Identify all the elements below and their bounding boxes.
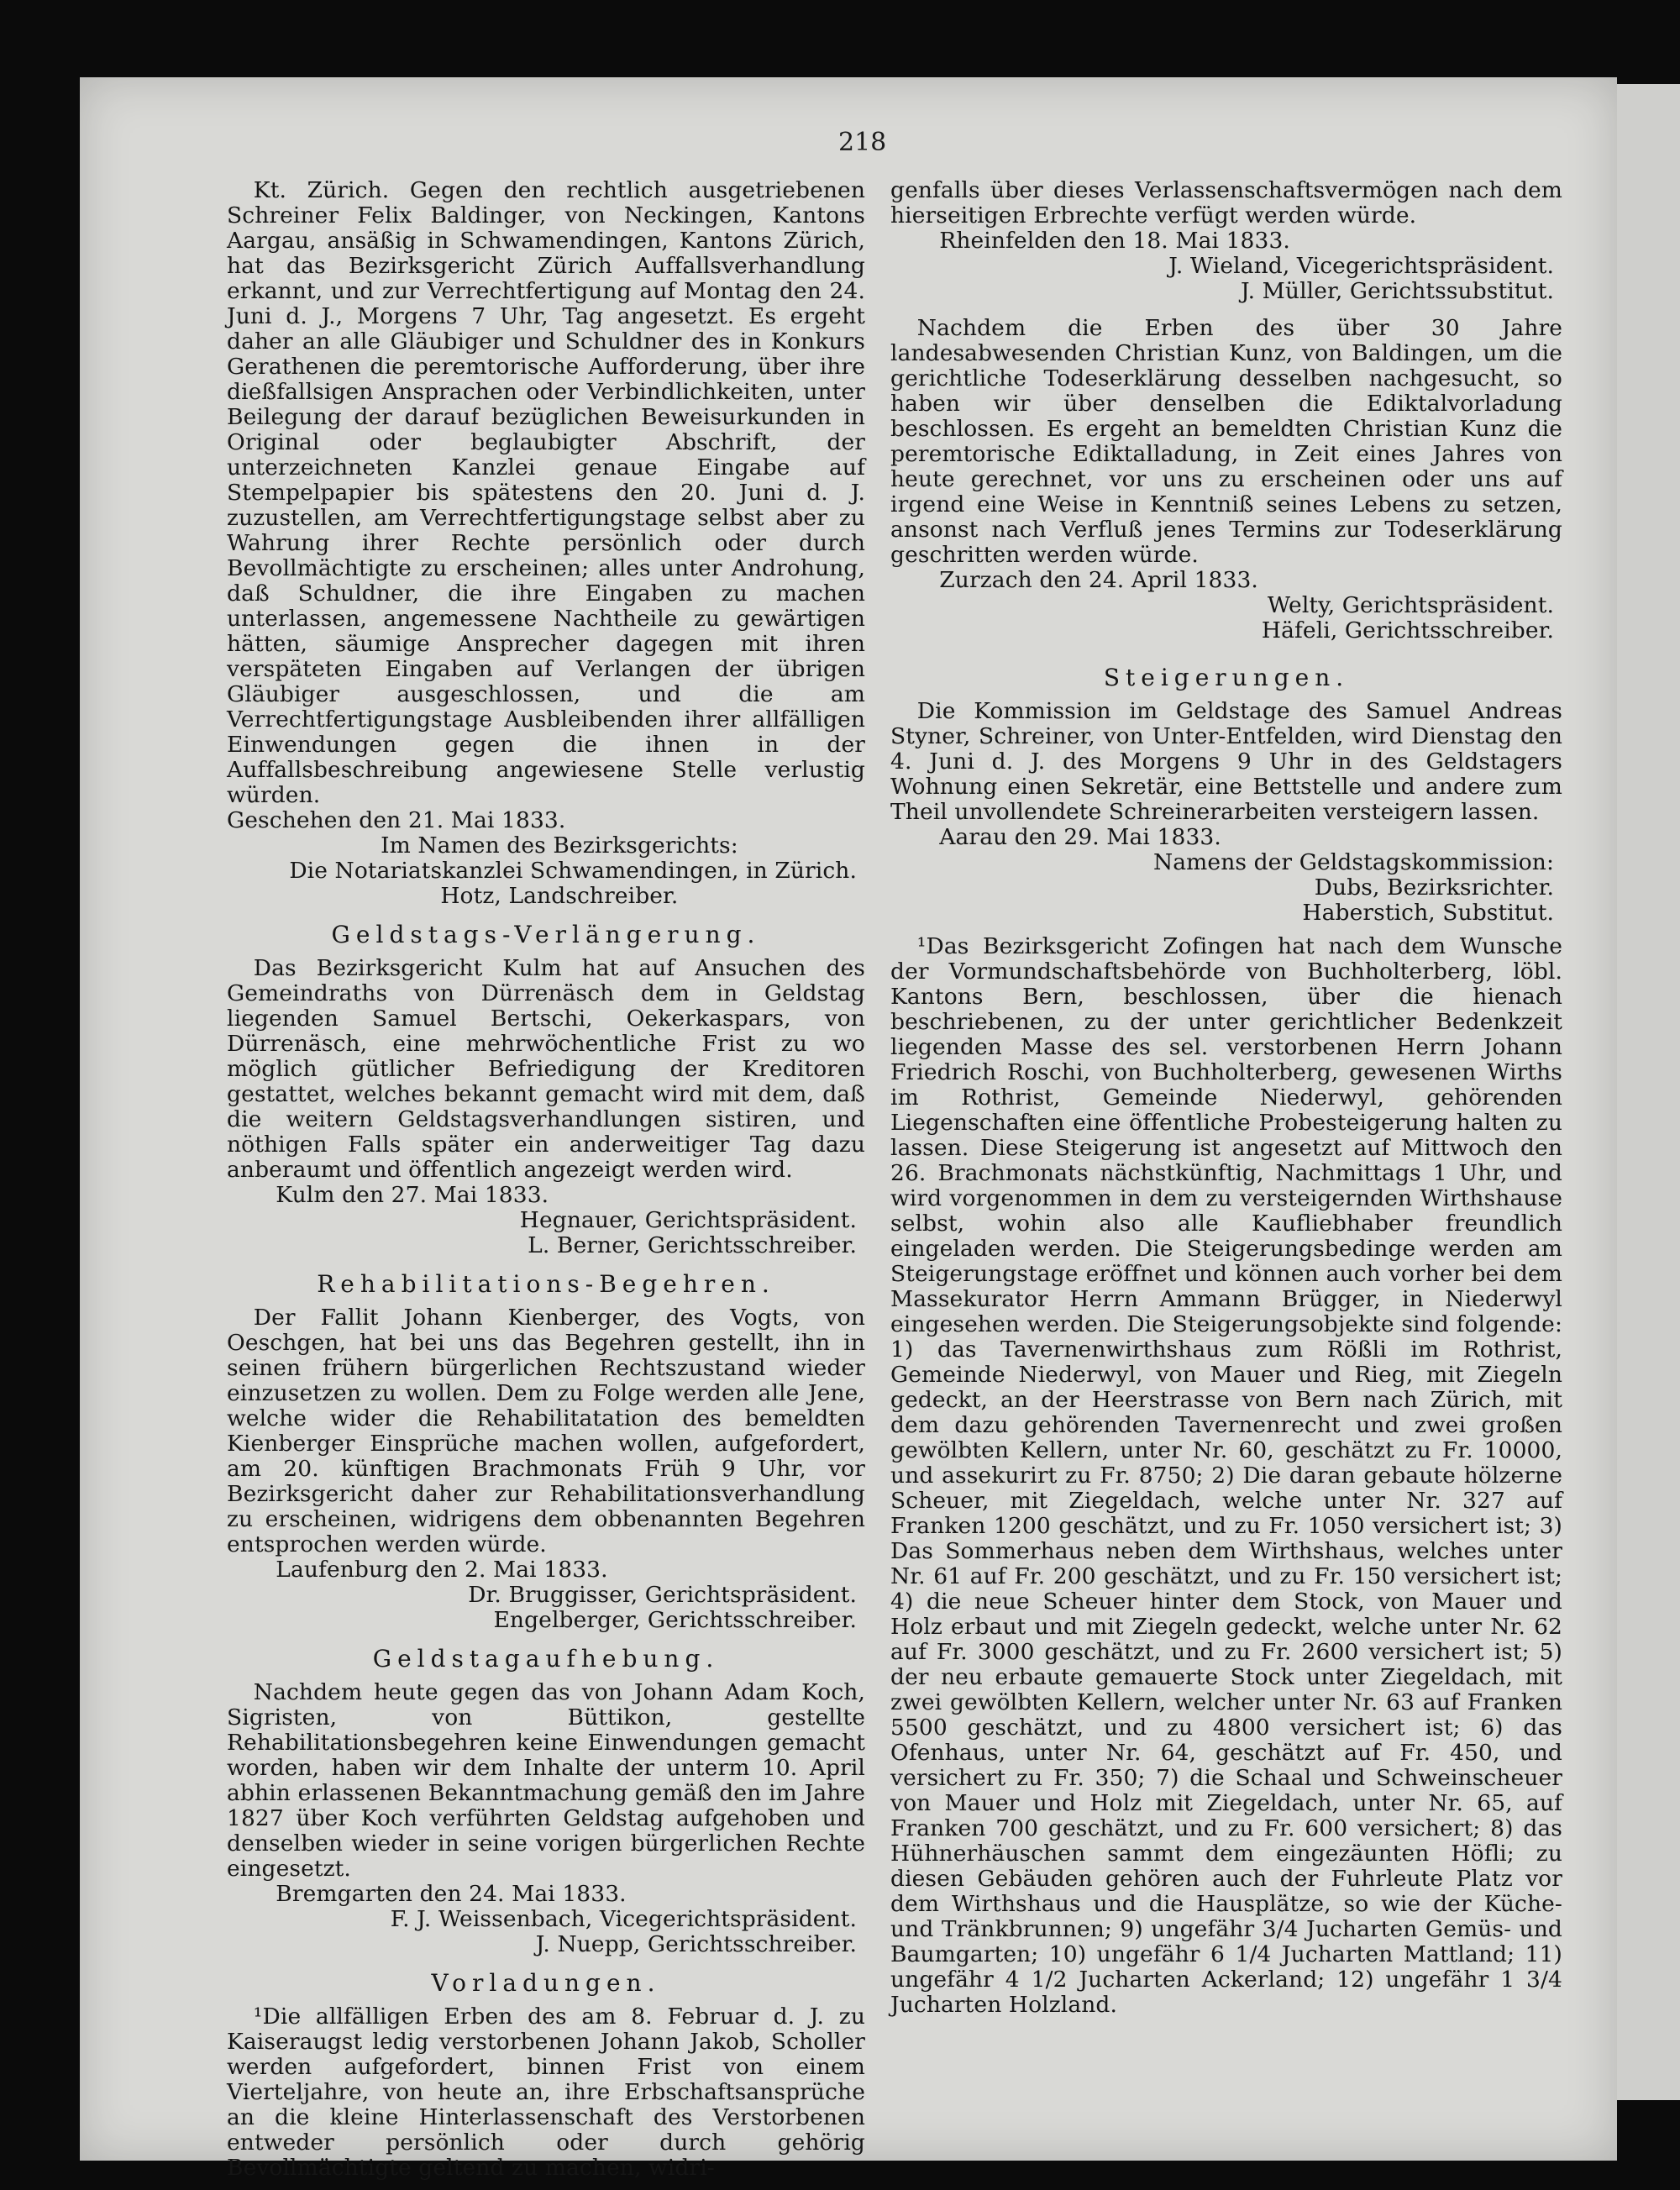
notice-signature: Im Namen des Bezirksgerichts: (381, 832, 738, 859)
notice-body: Das Bezirksgericht Kulm hat auf Ansuchen des Gemeindraths von Dürrenäsch dem in Geldstag liegenden Samuel Bertschi, Oekerkaspars, von Dürrenäsch, eine mehrwöchentliche Frist zu wo möglich gütlicher Befriedigung der Kreditoren gestattet, welches bekannt gemacht wird mit dem, daß die weitern Geldstagsverhandlungen sistiren, und nöthigen Falls später ein anderweitiger Tag dazu anberaumt und öffentlich angezeigt werden wird. (227, 955, 865, 1183)
notice-signature: Dubs, Bezirksrichter. (1314, 874, 1554, 901)
section-heading: Geldstagaufhebung. (372, 1645, 720, 1673)
notice-signature: Hotz, Landschreiber. (440, 883, 679, 909)
notice-signature: L. Berner, Gerichtsschreiber. (528, 1232, 857, 1258)
notice-signature: Hegnauer, Gerichtspräsident. (519, 1207, 857, 1233)
section-heading: Vorladungen. (431, 1969, 661, 1997)
notice-signature: Häfeli, Gerichtsschreiber. (1261, 617, 1554, 643)
notice-date: Bremgarten den 24. Mai 1833. (276, 1881, 627, 1907)
notice-date: Geschehen den 21. Mai 1833. (227, 807, 566, 833)
right-column (890, 178, 1562, 2018)
notice-date: Aarau den 29. Mai 1833. (939, 824, 1221, 850)
notice-date: Rheinfelden den 18. Mai 1833. (939, 228, 1290, 254)
notice-signature: J. Wieland, Vicegerichtspräsident. (1168, 253, 1554, 279)
notice-body: ¹Das Bezirksgericht Zofingen hat nach dem Wunsche der Vormundschaftsbehörde von Buchholterberg, löbl. Kantons Bern, beschlossen, über die hienach beschriebenen, zu der unter gerichtlicher Bedenkzeit liegenden Masse des sel. verstorbenen Herrn Johann Friedrich Roschi, von Buchholterberg, gewesenen Wirths im Rothrist, Gemeinde Niederwyl, gehörenden Liegenschaften eine öffentliche Probesteigerung halten zu lassen. Diese Steigerung ist angesetzt auf Mittwoch den 26. Brachmonats nächstkünftig, Nachmittags 1 Uhr, und wird vorgenommen in dem zu versteigernden Wirthshause selbst, wohin also alle Kaufliebhaber freundlich eingeladen werden. Die Steigerungsbedinge werden am Steigerungstage eröffnet und können auch vorher bei dem Massekurator Herrn Ammann Brügger, in Niederwyl eingesehen werden. Die Steigerungsobjekte sind folgende: 1) das Tavernenwirthshaus zum Rößli im Rothrist, Gemeinde Niederwyl, von Mauer und Rieg, mit Ziegeln gedeckt, an der Heerstrasse von Bern nach Zürich, mit dem dazu gehörenden Tavernenrecht und zwei großen gewölbten Kellern, unter Nr. 60, geschätzt zu Fr. 10000, und assekurirt zu Fr. 8750; 2) Die daran gebaute hölzerne Scheuer, mit Ziegeldach, welche unter Nr. 327 auf Franken 1200 geschätzt, und zu Fr. 1050 versichert ist; 3) Das Sommerhaus neben dem Wirthshaus, welches unter Nr. 61 auf Fr. 200 geschätzt, und zu Fr. 150 versichert ist; 4) die neue Scheuer hinter dem Stock, von Mauer und Holz erbaut und mit Ziegeln gedeckt, welche unter Nr. 62 auf Fr. 3000 geschätzt, und zu Fr. 2600 versichert ist; 5) der neu erbaute gemauerte Stock unter Ziegeldach, mit zwei gewölbten Kellern, welcher unter Nr. 63 auf Franken 5500 geschätzt, und zu 4800 versichert ist; 6) das Ofenhaus, unter Nr. 64, geschätzt auf Fr. 450, und versichert zu Fr. 350; 7) die Schaal und Schweinscheuer von Mauer und Holz mit Ziegeldach, unter Nr. 65, auf Franken 700 geschätzt, und zu Fr. 600 versichert; 8) das Hühnerhäuschen sammt dem eingezäunten Höfli; zu diesen Gebäuden gehören auch der Fuhrleute Platz vor dem Wirthshaus und die Hausplätze, so wie der Küche- und Tränkbrunnen; 9) ungefähr 3/4 Jucharten Gemüs- und Baumgarten; 10) ungefähr 6 1/4 Jucharten Mattland; 11) ungefähr 4 1/2 Jucharten Ackerland; 12) ungefähr 1 3/4 Jucharten Holzland. (890, 933, 1562, 2018)
notice-signature: Welty, Gerichtspräsident. (1267, 592, 1554, 618)
notice-body: genfalls über dieses Verlassenschaftsvermögen nach dem hierseitigen Erbrechte verfügt werden würde. (890, 177, 1562, 228)
notice-body: Die Kommission im Geldstage des Samuel Andreas Styner, Schreiner, von Unter-Entfelden, wird Dienstag den 4. Juni d. J. des Morgens 9 Uhr in des Geldstagers Wohnung einen Sekretär, eine Bettstelle und andere zum Theil unvollendete Schreinerarbeiten versteigern lassen. (890, 698, 1562, 825)
notice-body: Kt. Zürich. Gegen den rechtlich ausgetriebenen Schreiner Felix Baldinger, von Neckingen, Kantons Aargau, ansäßig in Schwamendingen, Kantons Zürich, hat das Bezirksgericht Zürich Auffallsverhandlung erkannt, und zur Verrechtfertigung auf Montag den 24. Juni d. J., Morgens 7 Uhr, Tag angesetzt. Es ergeht daher an alle Gläubiger und Schuldner des in Konkurs Gerathenen die peremtorische Aufforderung, über ihre dießfallsigen Ansprachen oder Verbindlichkeiten, unter Beilegung der darauf bezüglichen Beweisurkunden in Original oder beglaubigter Abschrift, der unterzeichneten Kanzlei genaue Eingabe auf Stempelpapier bis spätestens den 20. Juni d. J. zuzustellen, am Verrechtfertigungstage selbst aber zu Wahrung ihrer Rechte persönlich oder durch Bevollmächtigte zu erscheinen; alles unter Androhung, daß Schuldner, die ihre Eingaben zu machen unterlassen, angemessene Nachtheile zu gewärtigen hätten, säumige Ansprecher dagegen mit ihren verspäteten Eingaben auf Verlangen der übrigen Gläubiger ausgeschlossen, und die am Verrechtfertigungstage Ausbleibenden ihrer allfälligen Einwendungen gegen die ihnen in der Auffallsbeschreibung angewiesene Stelle verlustig würden. (227, 177, 865, 808)
notice-body: Nachdem heute gegen das von Johann Adam Koch, Sigristen, von Büttikon, gestellte Rehabilitationsbegehren keine Einwendungen gemacht worden, haben wir dem Inhalte der unterm 10. April abhin erlassenen Bekanntmachung gemäß den im Jahre 1827 über Koch verführten Geldstag aufgehoben und denselben wieder in seine vorigen bürgerlichen Rechte eingesetzt. (227, 1679, 865, 1882)
notice-body: Nachdem die Erben des über 30 Jahre landesabwesenden Christian Kunz, von Baldingen, um die gerichtliche Todeserklärung desselben nachgesucht, so haben wir über denselben die Ediktalvorladung beschlossen. Es ergeht an bemeldten Christian Kunz die peremtorische Ediktalladung, in Zeit eines Jahres von heute gerechnet, vor uns zu erscheinen oder uns auf irgend eine Weise in Kenntniß seines Lebens zu setzen, ansonst nach Verfluß jenes Termins zur Todeserklärung geschritten werden würde. (890, 315, 1562, 568)
page-number: 218 (838, 128, 887, 157)
notice-signature: Dr. Bruggisser, Gerichtspräsident. (468, 1582, 857, 1608)
notice-date: Kulm den 27. Mai 1833. (276, 1182, 549, 1208)
section-heading: Geldstags-Verlängerung. (331, 921, 761, 948)
notice-signature: J. Nuepp, Gerichtsschreiber. (535, 1931, 857, 1957)
notice-body: Der Fallit Johann Kienberger, des Vogts, von Oeschgen, hat bei uns das Begehren gestellt, ihn in seinen frühern bürgerlichen Rechtszustand wieder einzusetzen zu wollen. Dem zu Folge werden alle Jene, welche wider die Rehabilitatation des bemeldten Kienberger Einsprüche machen wollen, aufgefordert, am 20. künftigen Brachmonats Früh 9 Uhr, vor Bezirksgericht daher zur Rehabilitationsverhandlung zu erscheinen, widrigens dem obbenannten Begehren entsprochen werden würde. (227, 1305, 865, 1557)
notice-signature: J. Müller, Gerichtssubstitut. (1240, 278, 1554, 304)
section-heading: Steigerungen. (1103, 664, 1350, 691)
adjacent-page-edge (1617, 84, 1680, 2100)
notice-signature: Namens der Geldstagskommission: (1153, 849, 1554, 875)
notice-signature: Die Notariatskanzlei Schwamendingen, in Zürich. (289, 858, 857, 884)
section-heading: Rehabilitations-Begehren. (317, 1270, 775, 1298)
left-column (227, 178, 865, 2181)
notice-signature: F. J. Weissenbach, Vicegerichtspräsident. (390, 1906, 857, 1932)
notice-date: Laufenburg den 2. Mai 1833. (276, 1557, 608, 1583)
notice-body: ¹Die allfälligen Erben des am 8. Februar d. J. zu Kaiseraugst ledig verstorbenen Johann Jakob, Scholler werden aufgefordert, binnen Frist von einem Vierteljahre, von heute an, ihre Erbschaftsansprüche an die kleine Hinterlassenschaft des Verstorbenen entweder persönlich oder durch gehörig Bevollmächtigte geltend zu machen, widri- (227, 2004, 865, 2181)
notice-signature: Engelberger, Gerichtsschreiber. (493, 1607, 857, 1633)
notice-date: Zurzach den 24. April 1833. (939, 567, 1258, 593)
notice-signature: Haberstich, Substitut. (1302, 900, 1554, 926)
